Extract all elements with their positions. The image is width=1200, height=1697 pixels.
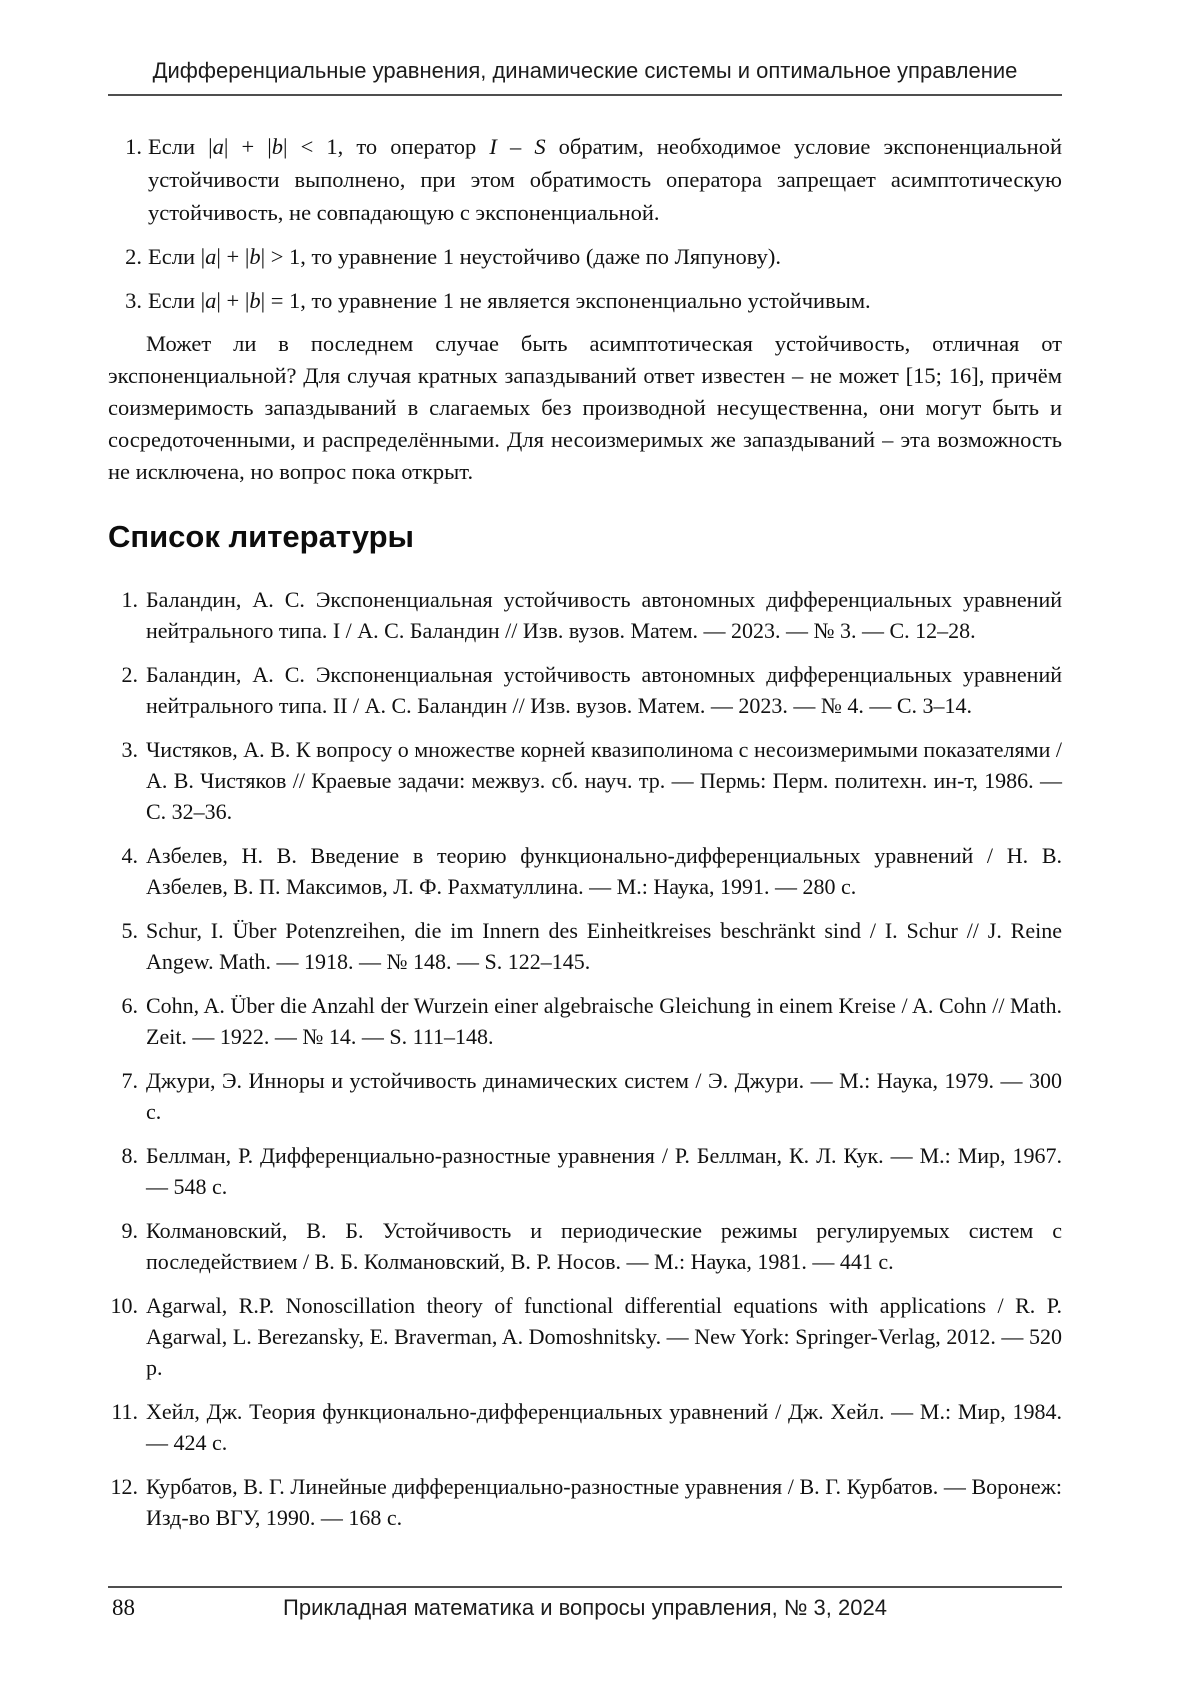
item-text: Если |a| + |b| < 1, то оператор I – S обратим, необходимое условие экспоненциальной устойчивости выполнено, при этом обратимость оператора запрещает асимптотическую устойчивость, не совпадающую с экспоненциальной.	[148, 134, 1062, 225]
reference-text: Азбелев, Н. В. Введение в теорию функционально-дифференциальных уравнений / Н. В. Азбелев, В. П. Максимов, Л. Ф. Рахматуллина. — М.: Наука, 1991. — 280 с.	[146, 843, 1062, 899]
references-heading: Список литературы	[108, 519, 415, 554]
reference-text: Колмановский, В. Б. Устойчивость и периодические режимы регулируемых систем с последействием / В. Б. Колмановский, В. Р. Носов. — М.: Наука, 1981. — 441 с.	[146, 1218, 1062, 1274]
reference-number: 5.	[121, 918, 138, 943]
running-head: Дифференциальные уравнения, динамические системы и оптимальное управление	[152, 58, 1018, 83]
item-number: 3.	[125, 288, 142, 313]
reference-text: Schur, I. Über Potenzreihen, die im Innern des Einheitkreises beschränkt sind / I. Schur // J. Reine Angew. Math. — 1918. — № 148. — S. 122–145.	[146, 918, 1062, 974]
list-item	[108, 130, 1062, 229]
item-text: Если |a| + |b| = 1, то уравнение 1 не является экспоненциально устойчивым.	[148, 288, 871, 313]
reference-item	[108, 1290, 1062, 1383]
page-number: 88	[112, 1595, 135, 1620]
reference-item	[108, 915, 1062, 977]
reference-number: 11.	[111, 1399, 138, 1424]
reference-number: 12.	[110, 1474, 138, 1499]
reference-item	[108, 1396, 1062, 1458]
reference-text: Хейл, Дж. Теория функционально-дифференциальных уравнений / Дж. Хейл. — М.: Мир, 1984. — 424 с.	[146, 1399, 1062, 1455]
list-item	[108, 284, 1062, 317]
reference-number: 9.	[121, 1218, 138, 1243]
journal-title: Прикладная математика и вопросы управления, № 3, 2024	[283, 1595, 887, 1620]
reference-text: Cohn, A. Über die Anzahl der Wurzein einer algebraische Gleichung in einem Kreise / A. Cohn // Math. Zeit. — 1922. — № 14. — S. 111–148.	[146, 993, 1062, 1049]
reference-item	[108, 584, 1062, 646]
item-text: Если |a| + |b| > 1, то уравнение 1 неустойчиво (даже по Ляпунову).	[148, 244, 782, 269]
reference-item	[108, 1140, 1062, 1202]
reference-number: 3.	[121, 737, 138, 762]
reference-item	[108, 990, 1062, 1052]
reference-text: Джури, Э. Инноры и устойчивость динамических систем / Э. Джури. — М.: Наука, 1979. — 300 с.	[146, 1068, 1062, 1124]
reference-number: 1.	[121, 587, 138, 612]
reference-item	[108, 659, 1062, 721]
reference-item	[108, 1471, 1062, 1533]
reference-text: Баландин, А. С. Экспоненциальная устойчивость автономных дифференциальных уравнений нейтрального типа. II / А. С. Баландин // Изв. вузов. Матем. — 2023. — № 4. — С. 3–14.	[146, 662, 1062, 718]
reference-text: Баландин, А. С. Экспоненциальная устойчивость автономных дифференциальных уравнений нейтрального типа. I / А. С. Баландин // Изв. вузов. Матем. — 2023. — № 3. — С. 12–28.	[146, 587, 1062, 643]
header-rule	[108, 94, 1062, 96]
page-footer	[108, 1586, 1062, 1621]
reference-item	[108, 734, 1062, 827]
reference-text: Agarwal, R.P. Nonoscillation theory of functional differential equations with applications / R. P. Agarwal, L. Berezansky, E. Braverman, A. Domoshnitsky. — New York: Springer-Verlag, 2012. — 520 p.	[146, 1293, 1062, 1380]
reference-text: Беллман, Р. Дифференциально-разностные уравнения / Р. Беллман, К. Л. Кук. — М.: Мир, 1967. — 548 с.	[146, 1143, 1062, 1199]
reference-number: 2.	[121, 662, 138, 687]
references-list	[108, 584, 1062, 1533]
reference-number: 4.	[121, 843, 138, 868]
item-number: 1.	[125, 134, 142, 159]
item-number: 2.	[125, 244, 142, 269]
reference-number: 10.	[110, 1293, 138, 1318]
reference-number: 6.	[121, 993, 138, 1018]
reference-text: Курбатов, В. Г. Линейные дифференциально-разностные уравнения / В. Г. Курбатов. — Воронеж: Изд-во ВГУ, 1990. — 168 с.	[146, 1474, 1062, 1530]
conclusions-list	[108, 130, 1062, 317]
body-paragraph: Может ли в последнем случае быть асимптотическая устойчивость, отличная от экспоненциальной? Для случая кратных запаздываний ответ известен – не может [15; 16], причём соизмеримость запаздываний в слагаемых без производной несущественна, они могут быть и сосредоточенными, и распределёнными. Для несоизмеримых же запаздываний – эта возможность не исключена, но вопрос пока открыт.	[108, 331, 1062, 484]
page-header	[108, 0, 1062, 96]
reference-item	[108, 840, 1062, 902]
list-item	[108, 240, 1062, 273]
footer-rule	[108, 1586, 1062, 1588]
reference-item	[108, 1215, 1062, 1277]
reference-number: 7.	[121, 1068, 138, 1093]
reference-text: Чистяков, А. В. К вопросу о множестве корней квазиполинома с несоизмеримыми показателями / А. В. Чистяков // Краевые задачи: межвуз. сб. науч. тр. — Пермь: Перм. политехн. ин-т, 1986. — С. 32–36.	[146, 737, 1062, 824]
reference-number: 8.	[121, 1143, 138, 1168]
reference-item	[108, 1065, 1062, 1127]
